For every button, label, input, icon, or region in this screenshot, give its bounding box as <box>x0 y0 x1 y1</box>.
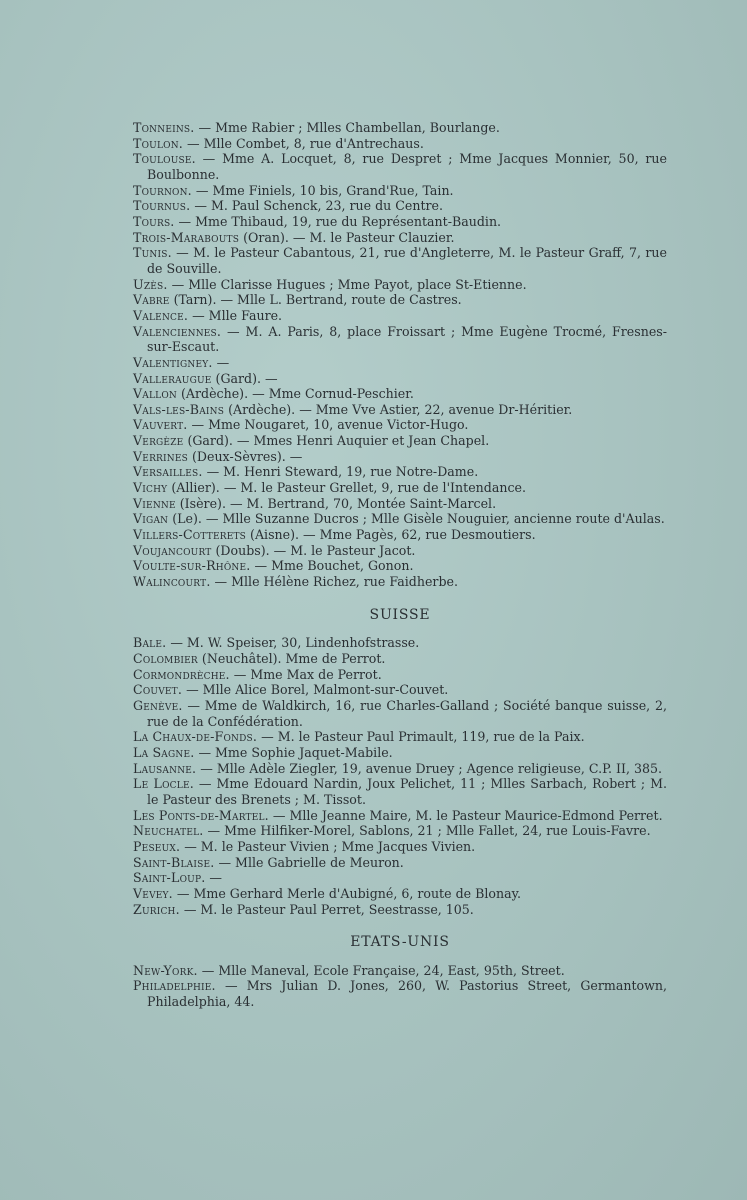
entry-text: (Le). — Mlle Suzanne Ducros ; Mlle Gisèle Nouguier, ancienne route d'Aulas. <box>168 511 665 527</box>
entry-text: — Mlle Alice Borel, Malmont-sur-Couvet. <box>182 682 449 698</box>
entry-text: — M. A. Paris, 8, place Froissart ; Mme Eugène Trocmé, Fresnes-sur-Escaut. <box>147 323 667 355</box>
entry-text: — Mlle Jeanne Maire, M. le Pasteur Maurice-Edmond Perret. <box>268 807 663 823</box>
entry-text: — Mlle Adèle Ziegler, 19, avenue Druey ; Agence religieuse, C.P. II, 385. <box>196 760 663 776</box>
entry-city: New-York. <box>133 962 198 978</box>
entry-city: Tonneins. <box>133 120 195 135</box>
list-entry <box>133 808 667 824</box>
entry-city: Bale. <box>133 635 167 651</box>
entry-city: Neuchatel. <box>133 823 204 839</box>
list-entry <box>133 511 667 527</box>
section-heading-etats-unis: ETATS-UNIS <box>350 934 450 951</box>
list-entry <box>133 120 667 136</box>
list-entry <box>133 776 667 807</box>
entry-text: — Mme Edouard Nardin, Joux Pelichet, 11 ; Mlles Sarbach, Robert ; M. le Pasteur des Brenets ; M. Tissot. <box>147 776 667 807</box>
section-heading-suisse: SUISSE <box>369 606 431 623</box>
entry-city: Colombier <box>133 651 198 666</box>
entry-text: (Allier). — M. le Pasteur Grellet, 9, rue de l'Intendance. <box>167 480 526 496</box>
list-entry <box>133 480 667 496</box>
entry-city: Valenciennes. <box>133 323 222 339</box>
list-entry <box>133 464 667 480</box>
france-list <box>133 120 667 590</box>
entry-text: (Isère). — M. Bertrand, 70, Montée Saint-Marcel. <box>175 495 497 511</box>
list-entry <box>133 417 667 433</box>
entry-text: (Gard). — <box>211 370 278 386</box>
entry-text: — M. le Pasteur Paul Primault, 119, rue de la Paix. <box>257 729 585 745</box>
document-page <box>133 120 667 1010</box>
entry-city: Toulon. <box>133 135 183 151</box>
entry-text: — Mlle Maneval, Ecole Française, 24, East, 95th, Street. <box>197 962 565 978</box>
entry-city: Voujancourt <box>133 542 212 558</box>
list-entry <box>133 277 667 293</box>
entry-city: Zurich. <box>133 901 180 917</box>
entry-city: Vals-les-Bains <box>133 401 225 417</box>
list-entry <box>133 183 667 199</box>
entry-text: — Mlle Hélène Richez, rue Faidherbe. <box>210 574 458 590</box>
entry-city: Vergèze <box>133 433 184 449</box>
list-entry <box>133 543 667 559</box>
entry-city: Valleraugue <box>133 370 212 386</box>
list-entry <box>133 761 667 777</box>
entry-text: — M. le Pasteur Cabantous, 21, rue d'Angleterre, M. le Pasteur Graff, 7, rue de Souville. <box>147 245 667 276</box>
list-entry <box>133 745 667 761</box>
list-entry <box>133 682 667 698</box>
list-entry <box>133 386 667 402</box>
entry-city: Vevey. <box>133 885 173 901</box>
entry-text: — M. Paul Schenck, 23, rue du Centre. <box>190 198 444 214</box>
list-entry <box>133 198 667 214</box>
entry-city: Tours. <box>133 213 175 229</box>
entry-text: — Mrs Julian D. Jones, 260, W. Pastorius Street, Germantown, Philadelphia, 44. <box>147 978 667 1010</box>
entry-city: Verrines <box>133 448 188 464</box>
entry-city: Voulte-sur-Rhône. <box>133 558 251 574</box>
entry-text: — Mme Finiels, 10 bis, Grand'Rue, Tain. <box>191 182 454 198</box>
list-entry <box>133 729 667 745</box>
entry-text: (Oran). — M. le Pasteur Clauzier. <box>239 229 455 245</box>
entry-text: — Mlle Combet, 8, rue d'Antrechaus. <box>183 135 424 151</box>
entry-text: (Tarn). — Mlle L. Bertrand, route de Castres. <box>169 292 462 308</box>
entry-text: (Deux-Sèvres). — <box>187 448 303 464</box>
list-entry <box>133 698 667 729</box>
list-entry <box>133 151 667 182</box>
list-entry <box>133 371 667 387</box>
entry-text: — Mme Gerhard Merle d'Aubigné, 6, route de Blonay. <box>172 885 522 901</box>
entry-city: Tournus. <box>133 198 191 214</box>
list-entry <box>133 558 667 574</box>
entry-city: Vichy <box>133 480 168 496</box>
list-entry <box>133 839 667 855</box>
entry-city: Versailles. <box>133 464 203 480</box>
entry-text: — Mme Bouchet, Gonon. <box>250 558 414 574</box>
list-entry <box>133 308 667 324</box>
entry-city: Trois-Marabouts <box>133 229 240 245</box>
entry-city: Les Ponts-de-Martel. <box>133 807 269 823</box>
entry-city: Genève. <box>133 697 183 713</box>
entry-text: — Mme Thibaud, 19, rue du Représentant-Baudin. <box>174 213 502 229</box>
list-entry <box>133 651 667 667</box>
entry-text: — Mlle Faure. <box>188 307 283 323</box>
list-entry <box>133 324 667 355</box>
entry-text: — Mme Rabier ; Mlles Chambellan, Bourlange. <box>194 120 500 135</box>
entry-text: — M. Henri Steward, 19, rue Notre-Dame. <box>202 464 479 480</box>
entry-city: Saint-Blaise. <box>133 854 215 870</box>
entry-city: Vienne <box>133 495 176 511</box>
list-entry <box>133 978 667 1009</box>
entry-city: Vabre <box>133 292 170 308</box>
entry-text: — Mlle Gabrielle de Meuron. <box>214 854 404 870</box>
entry-text: — Mlle Clarisse Hugues ; Mme Payot, place St-Etienne. <box>167 276 527 292</box>
suisse-list <box>133 635 667 917</box>
list-entry <box>133 902 667 918</box>
list-entry <box>133 963 667 979</box>
list-entry <box>133 214 667 230</box>
entry-city: Villers-Cotterets <box>133 527 247 543</box>
entry-city: Saint-Loup. <box>133 870 206 886</box>
entry-city: Valence. <box>133 307 189 323</box>
entry-text: — M. le Pasteur Vivien ; Mme Jacques Vivien. <box>180 838 476 854</box>
list-entry <box>133 449 667 465</box>
entry-city: La Chaux-de-Fonds. <box>133 729 258 745</box>
entry-text: — Mme Max de Perrot. <box>229 666 382 682</box>
entry-city: La Sagne. <box>133 744 195 760</box>
entry-city: Walincourt. <box>133 574 211 590</box>
entry-city: Vigan <box>133 511 169 527</box>
entry-text: — Mme A. Locquet, 8, rue Despret ; Mme Jacques Monnier, 50, rue Boulbonne. <box>147 151 667 182</box>
entry-text: (Ardèche). — Mme Cornud-Peschier. <box>177 386 414 402</box>
entry-text: (Gard). — Mmes Henri Auquier et Jean Chapel. <box>183 433 490 449</box>
entry-text: — M. le Pasteur Paul Perret, Seestrasse, 105. <box>179 901 474 917</box>
entry-text: — Mme Sophie Jaquet-Mabile. <box>194 744 393 760</box>
list-entry <box>133 496 667 512</box>
entry-city: Toulouse. <box>133 151 196 167</box>
entry-text: (Ardèche). — Mme Vve Astier, 22, avenue Dr-Héritier. <box>224 401 573 417</box>
list-entry <box>133 230 667 246</box>
entry-text: — Mme de Waldkirch, 16, rue Charles-Galland ; Société banque suisse, 2, rue de la Confédération. <box>147 697 667 729</box>
entry-text: (Doubs). — M. le Pasteur Jacot. <box>211 542 416 558</box>
entry-city: Cormondrèche. <box>133 666 230 682</box>
entry-text: (Aisne). — Mme Pagès, 62, rue Desmoutiers. <box>246 527 536 543</box>
list-entry <box>133 355 667 371</box>
list-entry <box>133 667 667 683</box>
usa-list <box>133 963 667 1010</box>
entry-city: Valentigney. <box>133 354 213 370</box>
list-entry <box>133 402 667 418</box>
entry-city: Vallon <box>133 386 178 402</box>
entry-text: — Mme Hilfiker-Morel, Sablons, 21 ; Mlle Fallet, 24, rue Louis-Favre. <box>203 823 651 839</box>
entry-city: Tournon. <box>133 182 192 198</box>
list-entry <box>133 433 667 449</box>
entry-city: Philadelphie. <box>133 978 216 994</box>
entry-city: Le Locle. <box>133 776 194 792</box>
entry-city: Uzès. <box>133 276 168 292</box>
list-entry <box>133 886 667 902</box>
entry-city: Vauvert. <box>133 417 188 433</box>
entry-city: Lausanne. <box>133 760 197 776</box>
list-entry <box>133 527 667 543</box>
entry-text: — <box>212 354 230 370</box>
list-entry <box>133 635 667 651</box>
entry-city: Tunis. <box>133 245 172 261</box>
list-entry <box>133 870 667 886</box>
list-entry <box>133 823 667 839</box>
list-entry <box>133 574 667 590</box>
entry-text: — M. W. Speiser, 30, Lindenhofstrasse. <box>166 635 420 651</box>
entry-text: — <box>205 870 223 886</box>
list-entry <box>133 855 667 871</box>
entry-city: Couvet. <box>133 682 183 698</box>
list-entry <box>133 136 667 152</box>
entry-city: Peseux. <box>133 838 181 854</box>
entry-text: (Neuchâtel). Mme de Perrot. <box>197 651 386 666</box>
entry-text: — Mme Nougaret, 10, avenue Victor-Hugo. <box>187 417 469 433</box>
list-entry <box>133 245 667 276</box>
list-entry <box>133 292 667 308</box>
